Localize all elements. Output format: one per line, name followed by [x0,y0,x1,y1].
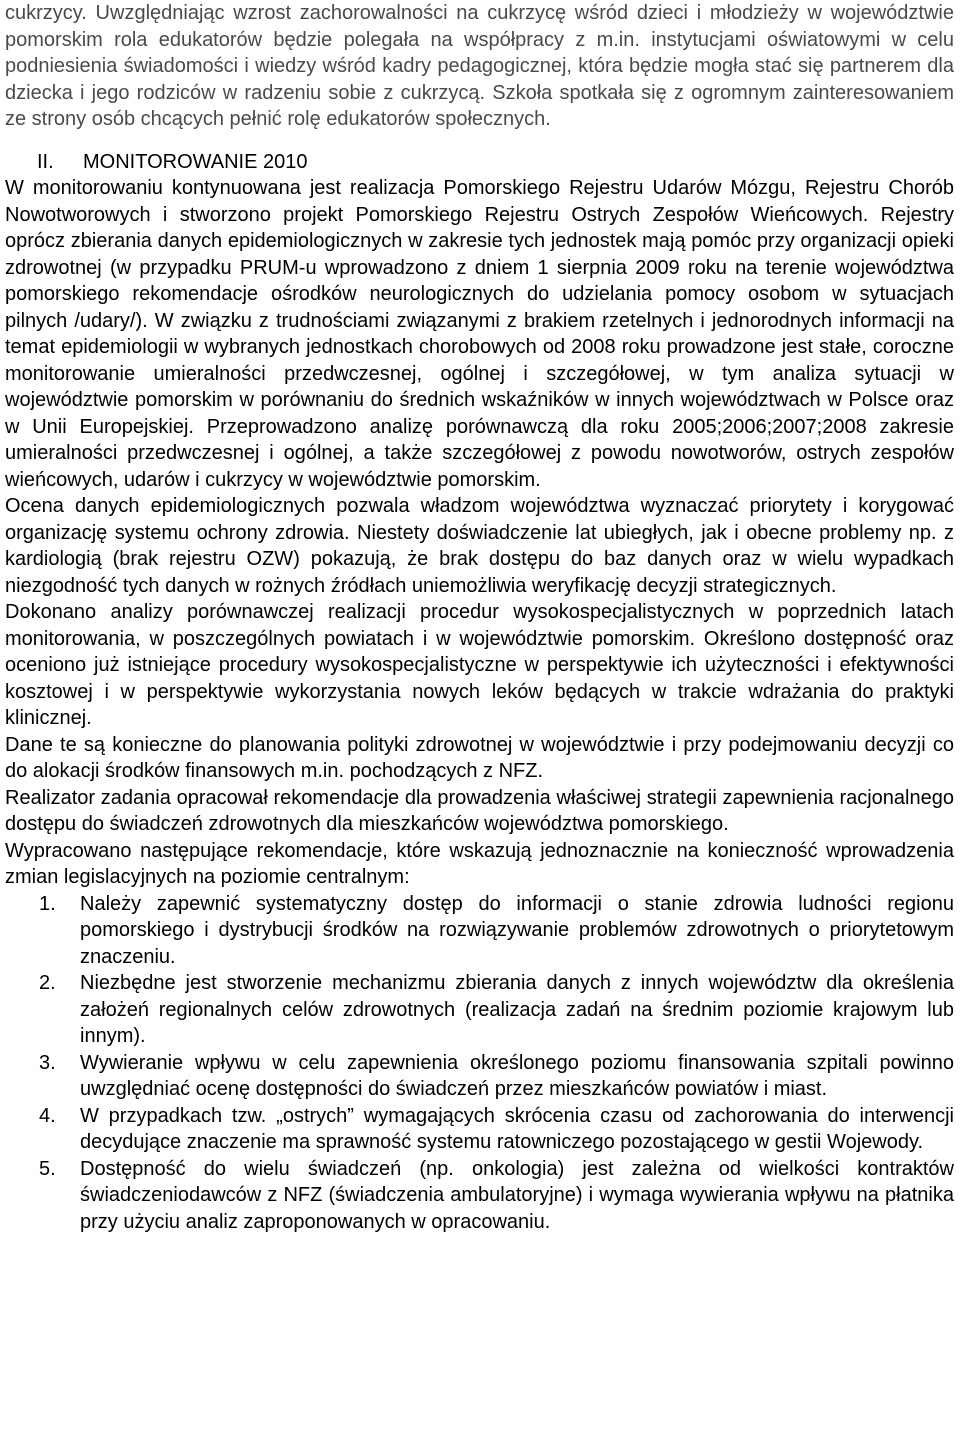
list-item [5,970,954,1050]
list-item-text: Niezbędne jest stworzenie mechanizmu zbierania danych z innych województw dla określenia założeń regionalnych celów zdrowotnych (realizacja zadań na średnim poziomie krajowym lub innym). [80,972,954,1047]
section-title: MONITOROWANIE 2010 [83,150,308,173]
list-item-number: 1. [39,892,56,915]
list-item-number: 4. [39,1104,56,1127]
list-item-text: W przypadkach tzw. „ostrych” wymagających skrócenia czasu od zachorowania do interwencji decydujące znaczenie ma sprawność systemu ratowniczego pozostającego w gestii Wojewody. [80,1104,954,1153]
body-paragraph-5: Realizator zadania opracował rekomendacje dla prowadzenia właściwej strategii zapewnienia racjonalnego dostępu do świadczeń zdrowotnych dla mieszkańców województwa pomorskiego. [5,786,954,835]
recommendations-list [5,891,954,1236]
list-item [5,891,954,971]
body-paragraph-2: Ocena danych epidemiologicznych pozwala władzom województwa wyznaczać priorytety i korygować organizację systemu ochrony zdrowia. Niestety doświadczenie lat ubiegłych, jak i obecne problemy np. z kardiologią (brak rejestru OZW) pokazują, że brak dostępu do baz danych oraz w wielu wypadkach niezgodność tych danych w rożnych źródłach uniemożliwia weryfikację decyzji strategicznych. [5,495,954,597]
list-item [5,1103,954,1156]
list-item-number: 2. [39,972,56,994]
list-item [5,1050,954,1103]
body-paragraph-4: Dane te są konieczne do planowania polityki zdrowotnej w województwie i przy podejmowaniu decyzji co do alokacji środków finansowych m.in. pochodzących z NFZ. [5,733,954,782]
section-number: II. [37,150,54,173]
list-item-text: Należy zapewnić systematyczny dostęp do informacji o stanie zdrowia ludności regionu pomorskiego i dystrybucji środków na rozwiązywanie problemów zdrowotnych o priorytetowym znaczeniu. [80,892,954,968]
body-paragraph-6: Wypracowano następujące rekomendacje, które wskazują jednoznacznie na konieczność wprowadzenia zmian legislacyjnych na poziomie centralnym: [5,839,954,888]
list-item-text: Dostępność do wielu świadczeń (np. onkologia) jest zależna od wielkości kontraktów świadczeniodawców z NFZ (świadczenia ambulatoryjne) i wymaga wywierania wpływu na płatnika przy użyciu analiz zaproponowanych w opracowaniu. [80,1157,954,1233]
body-paragraph-3: Dokonano analizy porównawczej realizacji procedur wysokospecjalistycznych w poprzednich latach monitorowania, w poszczególnych powiatach i w województwie pomorskim. Określono dostępność oraz oceniono już istniejące procedury wysokospecjalistyczne w perspektywie ich użyteczności i efektywności kosztowej i w perspektywie wykorzystania nowych leków będących w trakcie wdrażania do praktyki klinicznej. [5,601,954,729]
body-paragraph-1: W monitorowaniu kontynuowana jest realizacja Pomorskiego Rejestru Udarów Mózgu, Rejestru Chorób Nowotworowych i stworzono projekt Pomorskiego Rejestru Ostrych Zespołów Wieńcowych. Rejestry oprócz zbierania danych epidemiologicznych w zakresie tych jednostek mają pomóc przy organizacji opieki zdrowotnej (w przypadku PRUM-u wprowadzono z dniem 1 sierpnia 2009 roku na terenie województwa pomorskiego rekomendacje ośrodków neurologicznych do udzielania pomocy osobom w sytuacjach pilnych /udary/). W związku z trudnościami związanymi z brakiem rzetelnych i jednorodnych informacji na temat epidemiologii w wybranych jednostkach chorobowych od 2008 roku prowadzone jest stałe, coroczne monitorowanie umieralności przedwczesnej, ogólnej i szczegółowej, w tym analiza sytuacji w województwie pomorskim w porównaniu do średnich wskaźników w innych województwach w Polsce oraz w Unii Europejskiej. Przeprowadzono analizę porównawczą dla roku 2005;2006;2007;2008 zakresie umieralności przedwczesnej i ogólnej, a także szczegółowej z powodu nowotworów, ostrych zespołów wieńcowych, udarów i cukrzycy w województwie pomorskim. [5,177,954,491]
list-item-number: 3. [39,1051,56,1074]
list-item-text: Wywieranie wpływu w celu zapewnienia określonego poziomu finansowania szpitali powinno uwzględniać ocenę dostępności do świadczeń przez mieszkańców powiatów i miast. [80,1051,954,1100]
section-heading [5,149,954,176]
list-item [5,1156,954,1236]
list-item-number: 5. [39,1157,56,1180]
intro-paragraph: cukrzycy. Uwzględniając wzrost zachorowalności na cukrzycę wśród dzieci i młodzieży w województwie pomorskim rola edukatorów będzie polegała na współpracy z m.in. instytucjami oświatowymi w celu podniesienia świadomości i wiedzy wśród kadry pedagogicznej, która będzie mogła stać się partnerem dla dziecka i jego rodziców w radzeniu sobie z cukrzycą. Szkoła spotkała się z ogromnym zainteresowaniem ze strony osób chcących pełnić rolę edukatorów społecznych. [5,2,954,130]
